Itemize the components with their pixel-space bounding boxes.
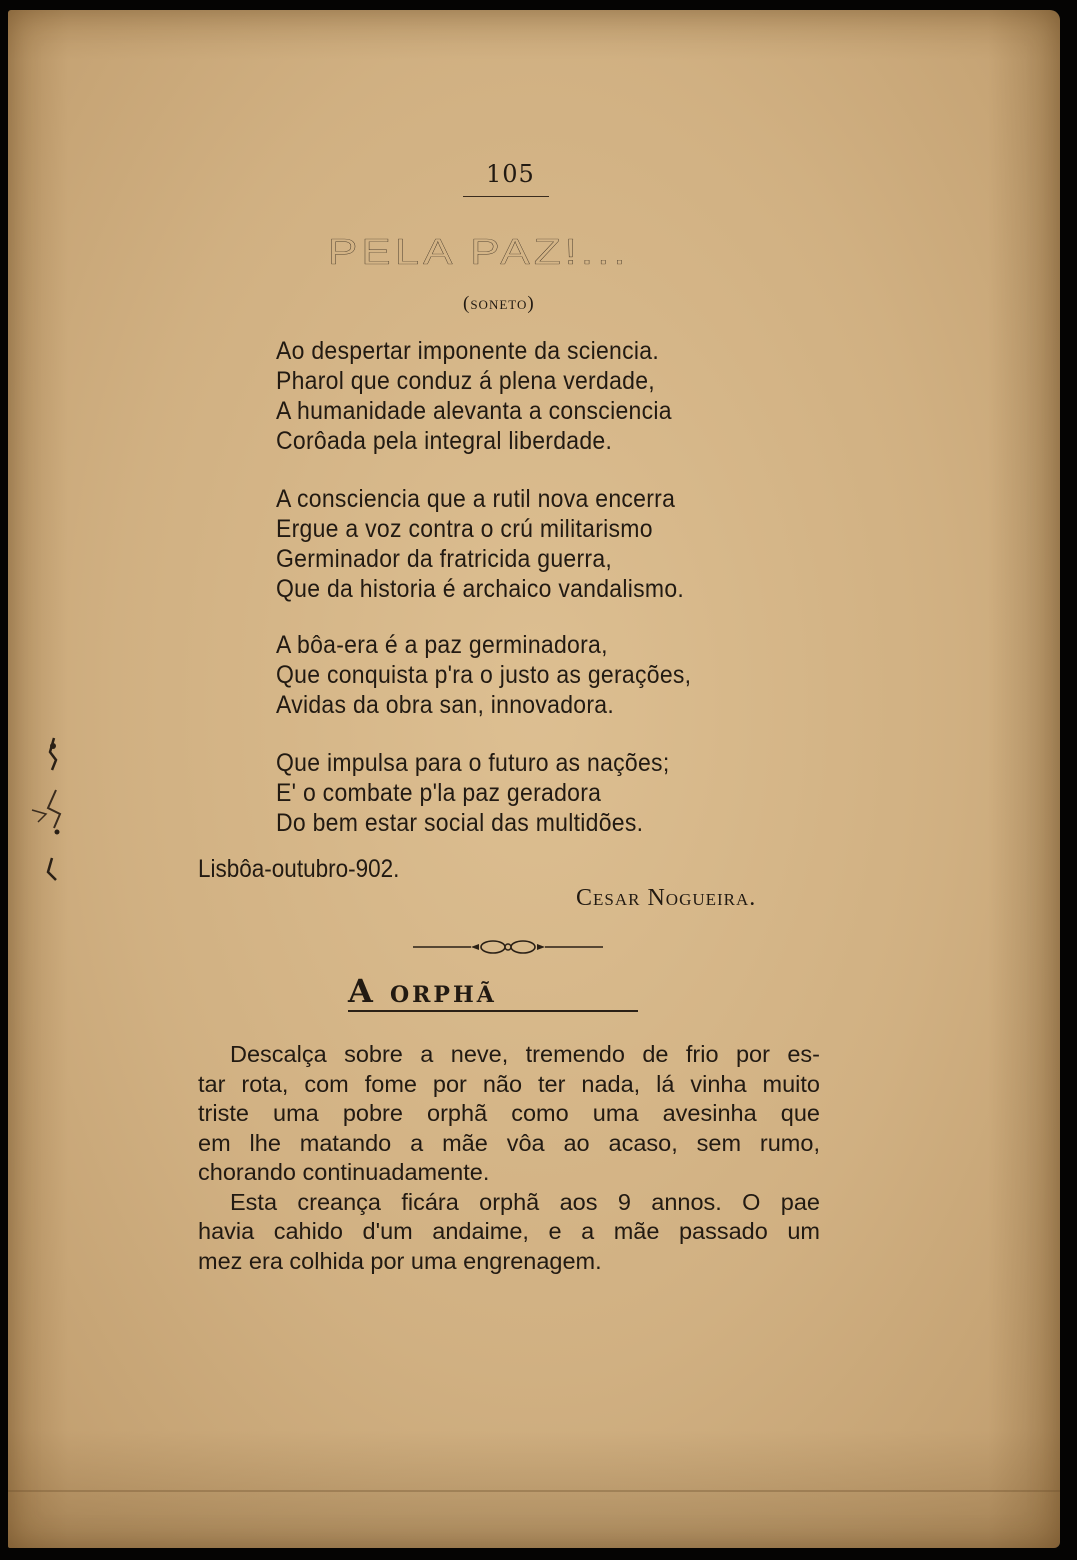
story-line: mez era colhida por uma engrenagem.: [198, 1247, 602, 1274]
story-line: em lhe matando a mãe vôa ao acaso, sem rumo,: [198, 1129, 820, 1156]
story-paragraph-1: [198, 1040, 820, 1188]
poem-line: Que impulsa para o futuro as nações;: [276, 749, 670, 777]
story-text: [198, 1040, 820, 1276]
poem-line: Ergue a voz contra o crú militarismo: [276, 515, 653, 543]
story-line: Descalça sobre a neve, tremendo de frio por es-: [230, 1041, 820, 1067]
story-paragraph-2: [198, 1188, 820, 1277]
story-line: havia cahido d'um andaime, e a mãe passado um: [198, 1218, 820, 1244]
poem-line: A consciencia que a rutil nova encerra: [276, 485, 676, 513]
story-title: A orphã: [348, 972, 497, 1010]
poem-line: A bôa-era é a paz germinadora,: [276, 631, 608, 659]
poem-line: Corôada pela integral liberdade.: [276, 427, 613, 455]
poem-line: E' o combate p'la paz geradora: [276, 779, 602, 807]
poem-subtitle: (soneto): [463, 293, 535, 314]
story-line: tar rota, com fome por não ter nada, lá vinha muito: [198, 1070, 820, 1097]
poem-stanza-1: [276, 336, 706, 456]
page-number: 105: [486, 160, 535, 188]
poem-line: Germinador da fratricida guerra,: [276, 545, 613, 573]
poem-line: Que conquista p'ra o justo as gerações,: [276, 661, 692, 689]
story-line: chorando continuadamente.: [198, 1159, 490, 1185]
book-page: [8, 10, 1060, 1548]
margin-ink-specks: [26, 730, 86, 900]
poem-stanza-2: [276, 484, 720, 604]
page-number-rule: [463, 196, 549, 197]
poem-line: A humanidade alevanta a consciencia: [276, 397, 672, 425]
story-line: triste uma pobre orphã como uma avesinha que: [198, 1100, 820, 1126]
poem-line: Que da historia é archaico vandalismo.: [276, 575, 685, 603]
story-line: Esta creança ficára orphã aos 9 annos. O pae: [230, 1188, 820, 1215]
page-crease: [8, 1490, 1060, 1492]
story-title-underline: [348, 1010, 638, 1012]
poem-title: PELA PAZ!...: [328, 232, 630, 273]
poem-author: Cesar Nogueira.: [576, 885, 757, 911]
poem-line: Do bem estar social das multidões.: [276, 809, 644, 837]
poem-line: Ao despertar imponente da sciencia.: [276, 337, 660, 365]
poem-stanza-4: [276, 748, 704, 838]
poem-dateline: Lisbôa-outubro-902.: [198, 855, 400, 883]
divider-ornament-icon: [413, 935, 603, 959]
poem-line: Pharol que conduz á plena verdade,: [276, 367, 655, 395]
poem-stanza-3: [276, 630, 727, 720]
poem-line: Avidas da obra san, innovadora.: [276, 691, 615, 719]
